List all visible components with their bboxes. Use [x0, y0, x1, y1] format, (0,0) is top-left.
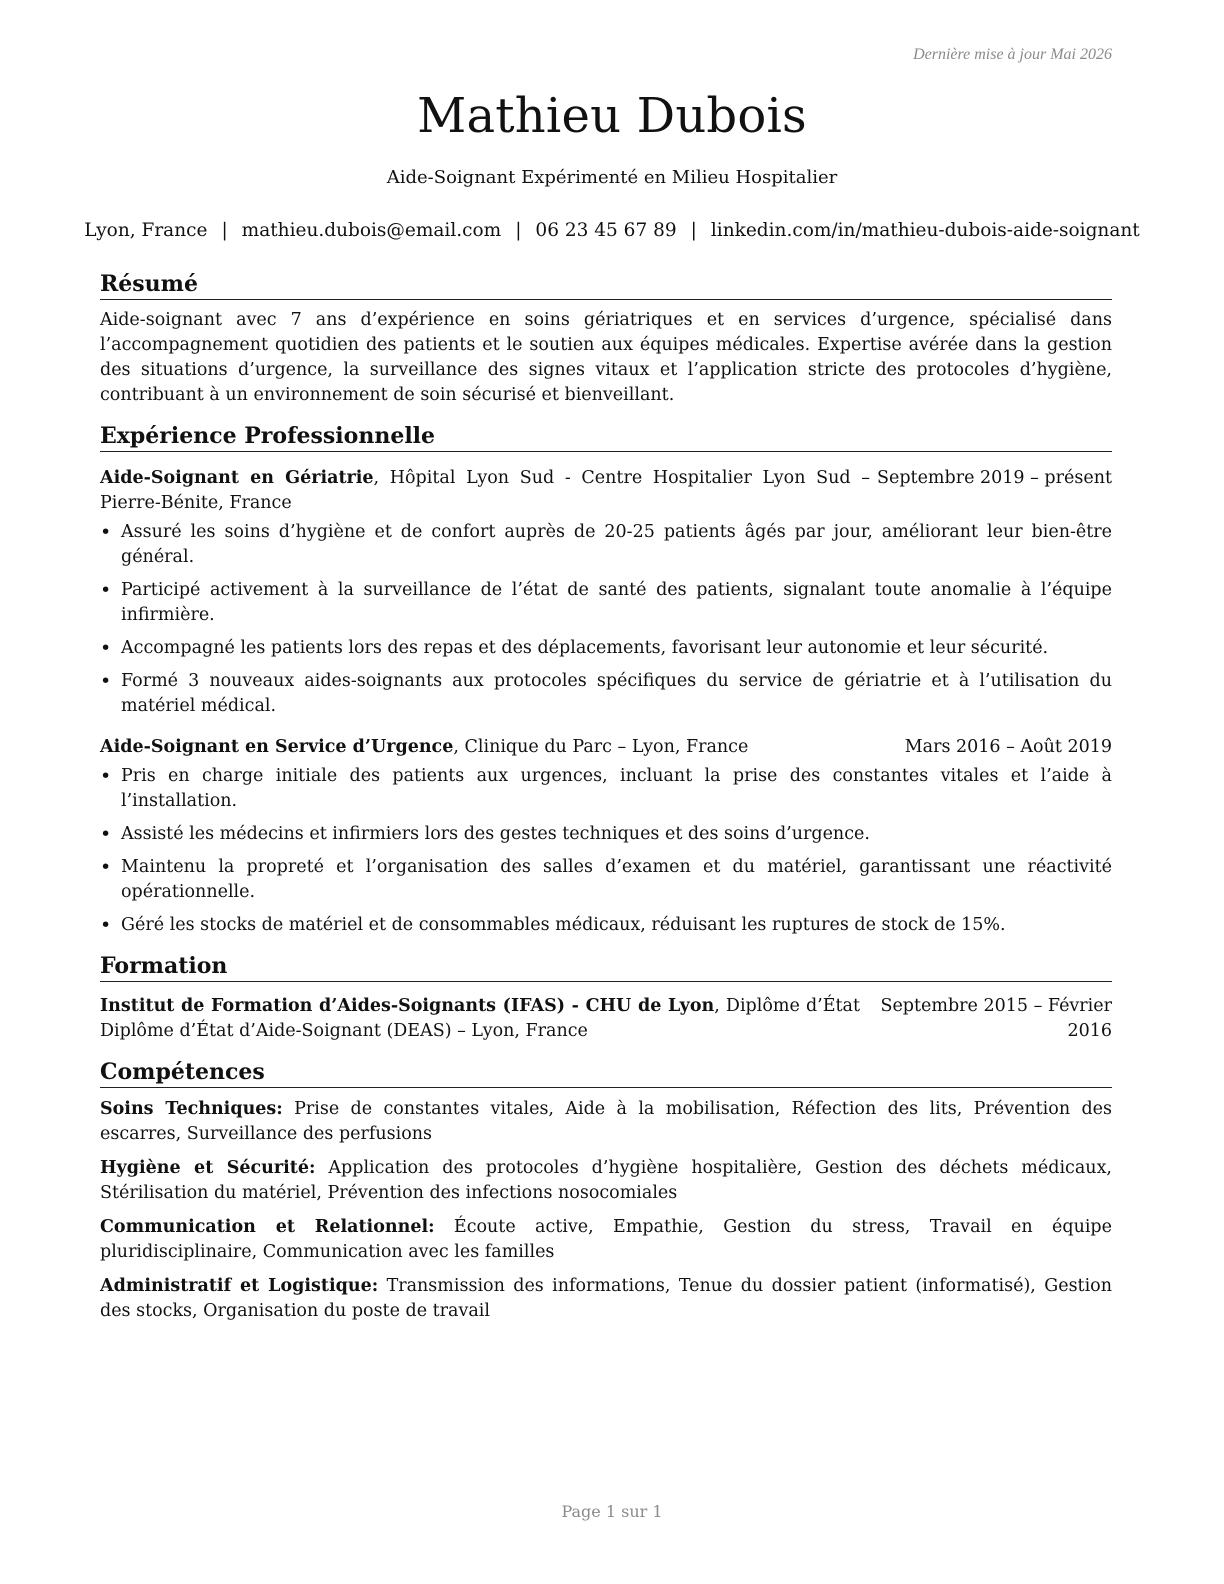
skill-label: Administratif et Logistique: [100, 1276, 379, 1296]
skills-section [100, 1058, 1112, 1324]
job-title-line [100, 735, 748, 760]
job-org: , Clinique du Parc – Lyon, France [453, 737, 749, 757]
contact-email[interactable]: mathieu.dubois@email.com [241, 220, 502, 241]
education-entry [100, 994, 1112, 1044]
list-item: • Formé 3 nouveaux aides-soignants aux protocoles spécifiques du service de gériatrie et à l’utilisation du matériel médical. [100, 669, 1112, 719]
contact-phone[interactable]: 06 23 45 67 89 [535, 220, 677, 241]
job-entry [100, 735, 1112, 938]
education-dates: Septembre 2015 – Février 2016 [880, 996, 1112, 1041]
experience-section [100, 422, 1112, 938]
skill-row [100, 1156, 1112, 1206]
list-item: • Assisté les médecins et infirmiers lors des gestes techniques et des soins d’urgence. [100, 822, 1112, 847]
summary-title: Résumé [100, 270, 1112, 300]
education-school: Institut de Formation d’Aides-Soignants (IFAS) - CHU de Lyon [100, 996, 715, 1016]
contact-separator: | [515, 220, 522, 241]
headline: Aide-Soignant Expérimenté en Milieu Hospitalier [386, 167, 838, 188]
skill-text: Écoute active, Empathie, Gestion du stress, Travail en équipe pluridisciplinaire, Communication avec les familles [100, 1217, 1112, 1262]
skill-label: Hygiène et Sécurité: [100, 1158, 316, 1178]
summary-section [100, 270, 1112, 408]
list-item: • Pris en charge initiale des patients aux urgences, incluant la prise des constantes vitales et l’aide à l’installation. [100, 764, 1112, 814]
job-dates: Mars 2016 – Août 2019 [904, 737, 1112, 757]
job-bullets [100, 764, 1112, 938]
list-item: • Maintenu la propreté et l’organisation des salles d’examen et du matériel, garantissant une réactivité opérationnelle. [100, 855, 1112, 905]
list-item: • Accompagné les patients lors des repas et des déplacements, favorisant leur autonomie et leur sécurité. [100, 636, 1112, 661]
list-item: • Géré les stocks de matériel et de consommables médicaux, réduisant les ruptures de stock de 15%. [100, 913, 1112, 938]
skill-text: Application des protocoles d’hygiène hospitalière, Gestion des déchets médicaux, Stérilisation du matériel, Prévention des infections nosocomiales [100, 1158, 1112, 1203]
job-role: Aide-Soignant en Service d’Urgence [100, 737, 454, 757]
skill-text: Prise de constantes vitales, Aide à la mobilisation, Réfection des lits, Prévention des escarres, Surveillance des perfusions [100, 1099, 1112, 1144]
summary-text: Aide-soignant avec 7 ans d’expérience en soins gériatriques et en services d’urgence, spécialisé dans l’accompagnement quotidien des patients et le soutien aux équipes médicales. Expertise avérée dans la gestion des situations d’urgence, la surveillance des signes vitaux et l’application stricte des protocoles d’hygiène, contribuant à un environnement de soin sécurisé et bienveillant. [100, 310, 1112, 405]
experience-title: Expérience Professionnelle [100, 422, 1112, 452]
skill-row [100, 1274, 1112, 1324]
contact-location: Lyon, France [84, 220, 208, 241]
contact-separator: | [690, 220, 697, 241]
contact-separator: | [221, 220, 228, 241]
education-line [100, 994, 860, 1044]
education-section [100, 952, 1112, 1044]
job-org: , Hôpital Lyon Sud - Centre Hospitalier Lyon Sud – Pierre-Bénite, France [100, 468, 870, 513]
job-header [100, 466, 1112, 516]
candidate-name: Mathieu Dubois [417, 88, 807, 144]
skill-row [100, 1097, 1112, 1147]
job-entry [100, 466, 1112, 719]
contact-line [0, 220, 1224, 241]
education-title: Formation [100, 952, 1112, 982]
contact-linkedin[interactable]: linkedin.com/in/mathieu-dubois-aide-soignant [710, 220, 1140, 241]
skill-row [100, 1215, 1112, 1265]
skill-label: Soins Techniques: [100, 1099, 283, 1119]
job-title-line [100, 466, 870, 516]
job-dates: Septembre 2019 – présent [877, 468, 1112, 488]
resume-body [100, 270, 1112, 1338]
list-item: • Participé activement à la surveillance de l’état de santé des patients, signalant toute anomalie à l’équipe infirmière. [100, 578, 1112, 628]
job-role: Aide-Soignant en Gériatrie [100, 468, 374, 488]
page-number: Page 1 sur 1 [561, 1502, 663, 1521]
skill-label: Communication et Relationnel: [100, 1217, 435, 1237]
job-header [100, 735, 1112, 760]
list-item: • Assuré les soins d’hygiène et de confort auprès de 20-25 patients âgés par jour, améliorant leur bien-être général. [100, 520, 1112, 570]
skill-text: Transmission des informations, Tenue du dossier patient (informatisé), Gestion des stocks, Organisation du poste de travail [100, 1276, 1112, 1321]
education-degree: , Diplôme d’État Diplôme d’État d’Aide-Soignant (DEAS) – Lyon, France [100, 996, 860, 1041]
skills-title: Compétences [100, 1058, 1112, 1088]
job-bullets [100, 520, 1112, 719]
last-updated: Dernière mise à jour Mai 2026 [913, 46, 1112, 63]
